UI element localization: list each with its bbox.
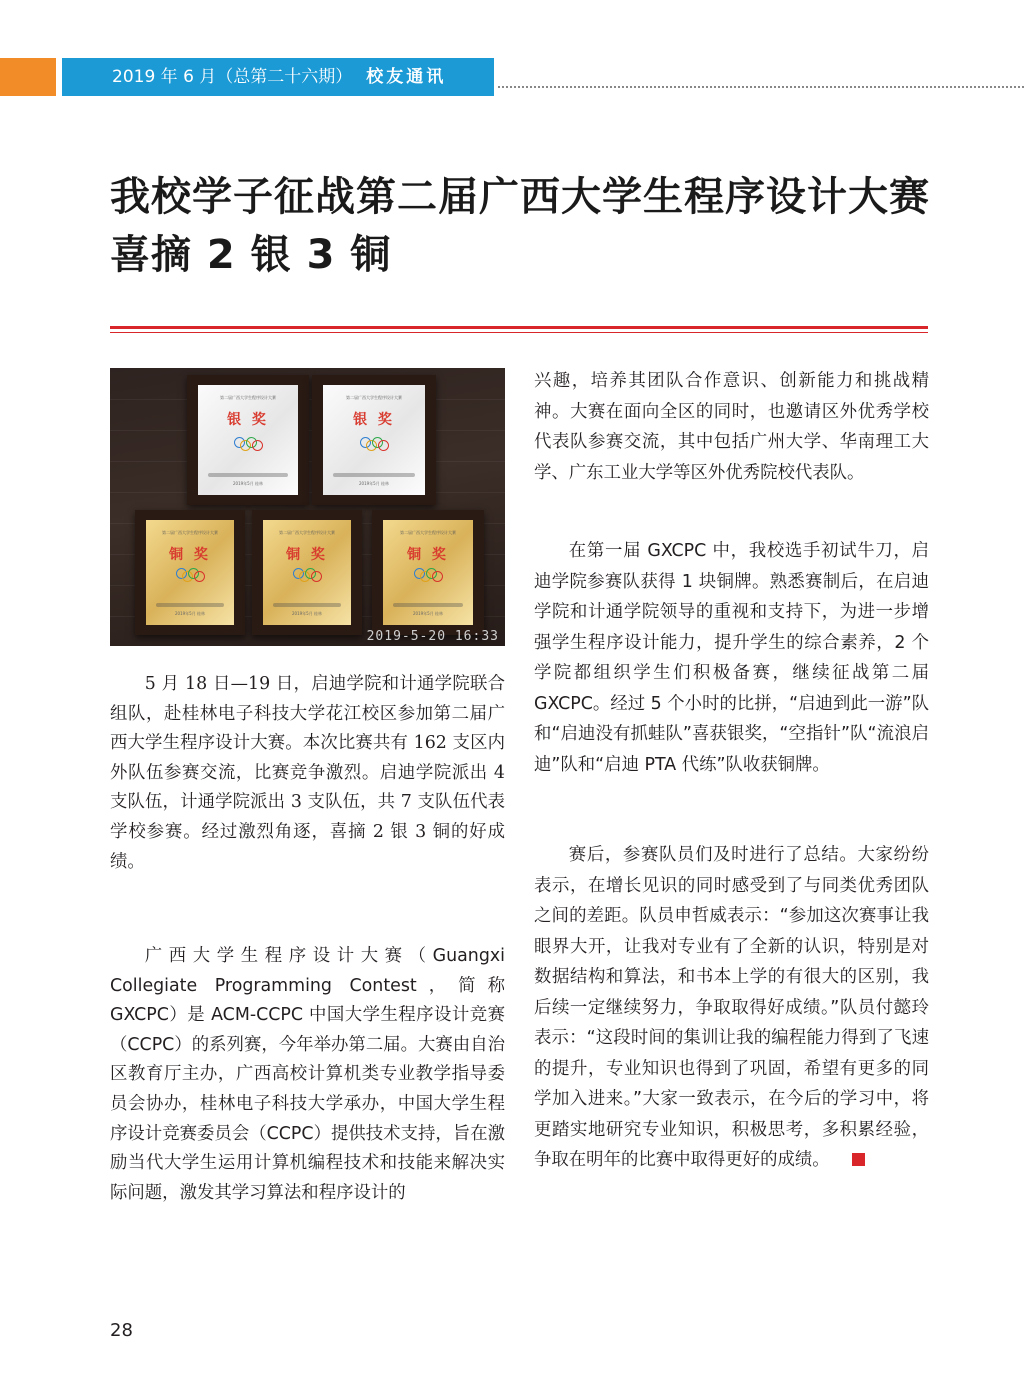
plaque-face <box>323 385 425 495</box>
left-paragraph-1: 5 月 18 日—19 日，启迪学院和计通学院联合组队，赴桂林电子科技大学花江校区参加第二届广西大学生程序设计大赛。本次比赛共有 162 支区内外队伍参赛交流，比赛竞争激烈。启迪学院派出 4 支队伍，计通学院派出 3 支队伍，共 7 支队伍代表学校参赛。经过激烈角逐，喜摘 2 银 3 铜的好成绩。 <box>110 674 505 872</box>
photo-timestamp: 2019-5-20 16:33 <box>366 629 499 644</box>
left-paragraph-2: 广西大学生程序设计大赛（Guangxi Collegiate Programming Contest，简称 GXCPC）是 ACM-CCPC 中国大学生程序设计竞赛（CCPC）的系列赛，今年举办第二届。大赛由自治区教育厅主办，广西高校计算机类专业教学指导委员会协办，桂林电子科技大学承办，中国大学生程序设计竞赛委员会（CCPC）提供技术支持，旨在激励当代大学生运用计算机编程技术和技能来解决实际问题，激发其学习算法和程序设计的 <box>110 946 505 1203</box>
plaque-header: 第二届广西大学生程序设计大赛 <box>162 530 218 535</box>
plaque-date: 2019年5月 桂林 <box>413 611 443 616</box>
plaque-date: 2019年5月 桂林 <box>359 481 389 486</box>
ccpc-rings-icon <box>360 437 388 451</box>
plaque-medal-label: 银 奖 <box>353 412 395 428</box>
plaque-header: 第二届广西大学生程序设计大赛 <box>279 530 335 535</box>
award-plaque-bronze <box>135 510 245 635</box>
plaque-face <box>263 520 351 625</box>
award-plaque-silver <box>187 375 309 505</box>
plaque-medal-label: 铜 奖 <box>169 547 211 563</box>
right-paragraph-3-text: 赛后，参赛队员们及时进行了总结。大家纷纷表示，在增长见识的同时感受到了与同类优秀团队之间的差距。队员申哲威表示：“参加这次赛事让我眼界大开，让我对专业有了全新的认识，特别是对数据结构和算法，和书本上学的有很大的区别，我后续一定继续努力，争取取得好成绩。”队员付懿玲表示：“这段时间的集训让我的编程能力得到了飞速的提升，专业知识也得到了巩固，希望有更多的同学加入进来。”大家一致表示，在今后的学习中，将更踏实地研究专业知识，积极思考，多积累经验，争取在明年的比赛中取得更好的成绩。 <box>534 845 929 1170</box>
plaque-face <box>383 520 473 625</box>
university-logo-strip <box>208 473 288 477</box>
award-plaque-bronze <box>252 510 362 635</box>
page-number: 28 <box>110 1320 133 1341</box>
right-paragraph-1: 兴趣，培养其团队合作意识、创新能力和挑战精神。大赛在面向全区的同时，也邀请区外优秀学校代表队参赛交流，其中包括广州大学、华南理工大学、广东工业大学等区外优秀院校代表队。 <box>534 371 929 483</box>
plaque-date: 2019年5月 桂林 <box>175 611 205 616</box>
ccpc-rings-icon <box>414 568 442 582</box>
plaque-medal-label: 铜 奖 <box>407 547 449 563</box>
title-rule-thin <box>110 332 928 333</box>
right-paragraph-2: 在第一届 GXCPC 中，我校选手初试牛刀，启迪学院参赛队获得 1 块铜牌。熟悉赛制后，在启迪学院和计通学院领导的重视和支持下，为进一步增强学生程序设计能力，提升学生的综合素养，2 个学院都组织学生们积极备赛，继续征战第二届 GXCPC。经过 5 个小时的比拼，“启迪到此一游”队和“启迪没有抓蛙队”喜获银奖，“空指针”队“流浪启迪”队和“启迪 PTA 代练”队收获铜牌。 <box>534 541 929 775</box>
plaque-date: 2019年5月 桂林 <box>292 611 322 616</box>
plaque-face <box>198 385 298 495</box>
award-plaque-bronze <box>372 510 484 635</box>
header-dotted-rule <box>498 86 1024 88</box>
ccpc-rings-icon <box>234 437 262 451</box>
title-rule-thick <box>110 326 928 329</box>
ccpc-rings-icon <box>293 568 321 582</box>
red-square-icon <box>852 1153 865 1166</box>
award-plaques-photo <box>110 368 505 646</box>
ring-shape <box>194 571 205 582</box>
issue-label: 2019 年 6 月（总第二十六期） <box>112 67 353 87</box>
award-plaque-silver <box>312 375 436 505</box>
university-logo-strip <box>393 603 463 607</box>
plaque-medal-label: 铜 奖 <box>286 547 328 563</box>
university-logo-strip <box>273 603 341 607</box>
article-title: 我校学子征战第二届广西大学生程序设计大赛喜摘 2 银 3 铜 <box>110 174 930 278</box>
plaque-header: 第二届广西大学生程序设计大赛 <box>400 530 456 535</box>
plaque-header: 第二届广西大学生程序设计大赛 <box>220 395 276 400</box>
running-header <box>62 58 494 96</box>
university-logo-strip <box>333 473 415 477</box>
plaque-medal-label: 银 奖 <box>227 412 269 428</box>
ring-shape <box>378 440 389 451</box>
university-logo-strip <box>156 603 224 607</box>
right-paragraph-3 <box>534 840 929 1176</box>
ring-shape <box>432 571 443 582</box>
plaque-face <box>146 520 234 625</box>
ring-shape <box>252 440 263 451</box>
ccpc-rings-icon <box>176 568 204 582</box>
publication-name: 校友通讯 <box>366 67 447 87</box>
ring-shape <box>311 571 322 582</box>
plaque-date: 2019年5月 桂林 <box>233 481 263 486</box>
header-orange-block <box>0 58 56 96</box>
plaque-header: 第二届广西大学生程序设计大赛 <box>346 395 402 400</box>
